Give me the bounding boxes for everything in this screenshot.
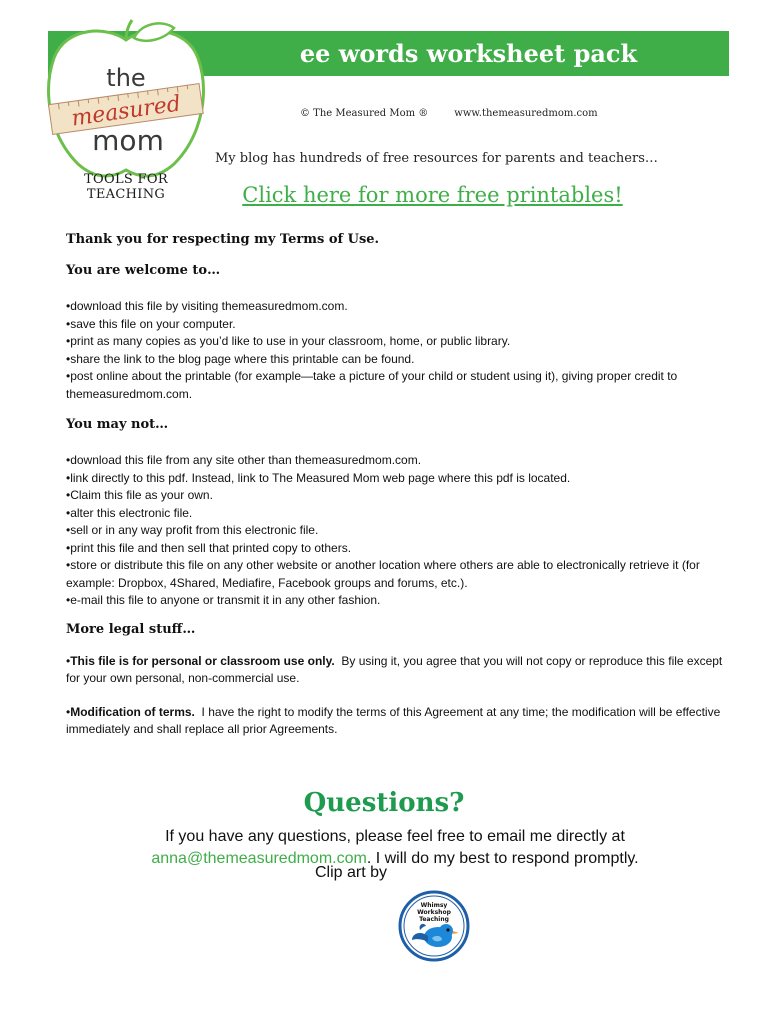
legal-heading: More legal stuff… xyxy=(66,621,196,637)
legal-modification: •Modification of terms. I have the right to modify the terms of this Agreement at any time; the modification will be effective immediately and shall replace all prior Agreements. xyxy=(66,704,721,736)
list-item: • post online about the printable (for example—take a picture of your child or student using it), giving proper credit to themeasuredmom.com. xyxy=(66,368,732,403)
list-item: • download this file from any site other than themeasuredmom.com. xyxy=(66,452,732,470)
list-item: • save this file on your computer. xyxy=(66,316,732,334)
badge-line-2: Workshop xyxy=(417,909,451,916)
thanks-heading: Thank you for respecting my Terms of Use. xyxy=(66,232,380,247)
badge-line-1: Whimsy xyxy=(420,902,448,909)
welcome-heading: You are welcome to… xyxy=(66,263,221,278)
blog-intro: My blog has hundreds of free resources for parents and teachers… xyxy=(215,151,658,166)
may-not-list xyxy=(66,452,732,610)
copyright-line xyxy=(300,108,624,119)
terms-of-use xyxy=(66,230,732,739)
questions-line-2-rest: . I will do my best to respond promptly. xyxy=(366,850,639,867)
free-printables-link[interactable]: Click here for more free printables! xyxy=(242,183,623,207)
list-item: • share the link to the blog page where this printable can be found. xyxy=(66,351,732,369)
list-item: • print as many copies as you’d like to use in your classroom, home, or public library. xyxy=(66,333,732,351)
may-not-heading: You may not… xyxy=(66,417,169,432)
logo-word-the: the xyxy=(106,64,146,92)
list-item: • link directly to this pdf. Instead, link to The Measured Mom web page where this pdf is located. xyxy=(66,470,732,488)
page-title: ee words worksheet pack xyxy=(299,39,638,68)
list-item: • store or distribute this file on any other website or another location where others are able to electronically retrieve it (for example: Dropbox, 4Shared, Mediafire, Facebook groups and forums, etc.). xyxy=(66,557,732,592)
legal-personal-use: •This file is for personal or classroom use only. By using it, you agree that you will not copy or reproduce this file except for your own personal, non-commercial use. xyxy=(66,653,723,685)
list-item: • alter this electronic file. xyxy=(66,505,732,523)
legal-modification-text: I have the right to modify the terms of this Agreement at any time; the modification will be effective immediately and shall replace all prior Agreements. xyxy=(66,704,721,736)
logo-word-measured: measured xyxy=(69,91,183,132)
list-item: • e-mail this file to anyone or transmit it in any other fashion. xyxy=(66,592,732,610)
copyright-text: © The Measured Mom ® xyxy=(300,108,429,119)
list-item: • download this file by visiting themeasuredmom.com. xyxy=(66,298,732,316)
list-item: • Claim this file as your own. xyxy=(66,487,732,505)
clipart-label: Clip art by xyxy=(315,864,388,881)
questions-line-1: If you have any questions, please feel free to email me directly at xyxy=(165,828,625,845)
legal-personal-use-bold: This file is for personal or classroom use only. xyxy=(70,653,335,668)
legal-modification-bold: Modification of terms. xyxy=(70,704,195,719)
logo-word-mom: mom xyxy=(92,124,164,157)
whimsy-workshop-badge xyxy=(398,890,470,962)
list-item: • sell or in any way profit from this electronic file. xyxy=(66,522,732,540)
questions-heading: Questions? xyxy=(303,788,465,818)
list-item: • print this file and then sell that printed copy to others. xyxy=(66,540,732,558)
welcome-list xyxy=(66,298,732,403)
email-link[interactable]: anna@themeasuredmom.com xyxy=(151,850,367,867)
logo-tagline: TOOLS FOR TEACHING xyxy=(84,172,168,202)
website-link[interactable]: www.themeasuredmom.com xyxy=(454,108,598,119)
legal-personal-use-text: By using it, you agree that you will not copy or reproduce this file except for your own personal, non-commercial use. xyxy=(66,653,723,685)
badge-line-3: Teaching xyxy=(419,916,449,923)
